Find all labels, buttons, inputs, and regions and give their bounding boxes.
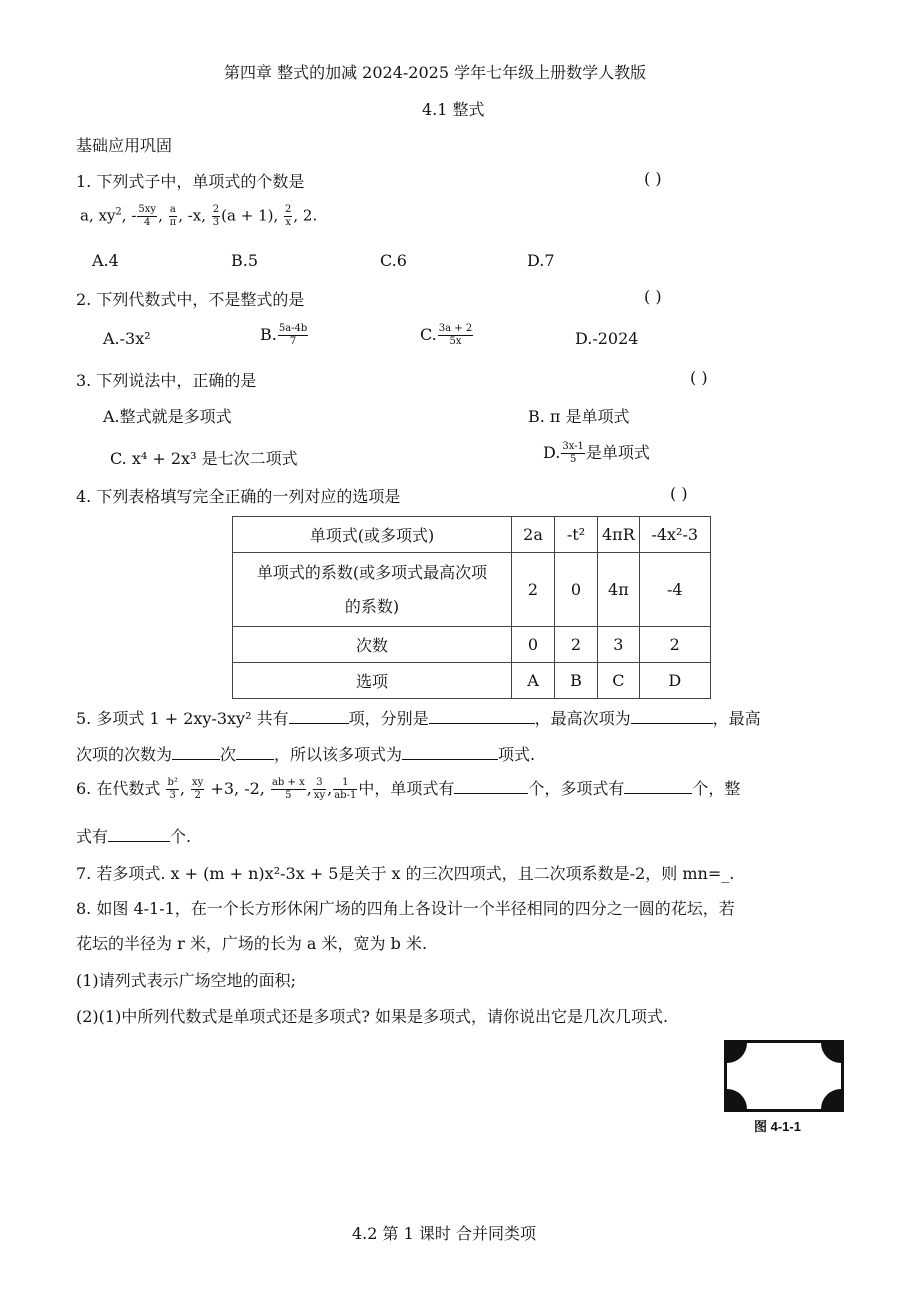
- q8-line1: 8. 如图 4-1-1，在一个长方形休闲广场的四角上各设计一个半径相同的四分之一圆的花坛，若: [76, 899, 735, 918]
- table-cell: -4: [639, 553, 710, 627]
- q5-line2: 次项的次数为 次 ，所以该多项式为 项式.: [76, 745, 536, 764]
- table-row: [233, 517, 711, 553]
- q3-option-c: C. x⁴ + 2x³ 是七次二项式: [110, 449, 298, 468]
- quarter-circle-bed: [821, 1089, 841, 1109]
- doc-title: 第四章 整式的加减 2024-2025 学年七年级上册数学人教版: [224, 63, 647, 82]
- table-cell: -4x²-3: [639, 517, 710, 553]
- table-cell: 单项式(或多项式): [233, 517, 512, 553]
- table-cell: 2a: [512, 517, 555, 553]
- q2-option-a: A.-3x²: [103, 329, 151, 348]
- q3-option-d: D. $\frac{3x-1}{5}$ 是单项式: [543, 441, 650, 465]
- q3-stem: 3. 下列说法中，正确的是: [76, 371, 257, 390]
- table-cell: 4πR: [598, 517, 640, 553]
- table-cell: 单项式的系数(或多项式最高次项 的系数): [233, 553, 512, 627]
- q3-option-a: A.整式就是多项式: [103, 407, 232, 426]
- table-cell: 选项: [233, 663, 512, 699]
- footer-section-title: 4.2 第 1 课时 合并同类项: [352, 1224, 536, 1243]
- table-row: [233, 553, 711, 627]
- q6-line2: 式有 个.: [76, 827, 192, 846]
- q1-option-b: B.5: [231, 251, 259, 270]
- table-cell: 2: [555, 627, 598, 663]
- table-cell: -t²: [555, 517, 598, 553]
- table-cell: D: [639, 663, 710, 699]
- q5-line1: 5. 多项式 1 + 2xy-3xy² 共有 项，分别是 ，最高次项为 ，最高: [76, 709, 761, 728]
- table-cell: 2: [639, 627, 710, 663]
- q6-line1: 6. 在代数式 $\frac{\text{b²}}{3}$ , $\frac{xy}{2}$ +3, -2, $\frac{ab + x}{5}$ , $\frac{3}{xy}$ , $\frac{1}{ab-1}$ 中，单项式有 个，多项式有 个，整: [76, 777, 741, 801]
- table-cell: 次数: [233, 627, 512, 663]
- q2-option-b: B. $\frac{5a-4b}{7}$: [260, 323, 308, 347]
- square-plaza-figure: [724, 1040, 844, 1112]
- table-cell: C: [598, 663, 640, 699]
- q2-option-d: D.-2024: [575, 329, 639, 348]
- quarter-circle-bed: [727, 1043, 747, 1063]
- quarter-circle-bed: [727, 1089, 747, 1109]
- table-cell: B: [555, 663, 598, 699]
- section-title: 4.1 整式: [422, 100, 485, 119]
- q4-table: [232, 516, 711, 699]
- quarter-circle-bed: [821, 1043, 841, 1063]
- section-heading: 基础应用巩固: [76, 136, 173, 155]
- q2-paren: ( ): [644, 287, 662, 306]
- q8-line2: 花坛的半径为 r 米，广场的长为 a 米，宽为 b 米.: [76, 934, 428, 953]
- table-cell: 2: [512, 553, 555, 627]
- q2-option-c: C. $\frac{3a + 2}{5x}$: [420, 323, 473, 347]
- q1-paren: ( ): [644, 169, 662, 188]
- table-cell: A: [512, 663, 555, 699]
- q7-text: 7. 若多项式. x + (m + n)x²-3x + 5是关于 x 的三次四项式，且二次项系数是-2，则 mn=_.: [76, 864, 735, 883]
- q3-option-b: B. π 是单项式: [528, 407, 630, 426]
- q1-option-c: C.6: [380, 251, 407, 270]
- q3-paren: ( ): [690, 368, 708, 387]
- table-cell: 3: [598, 627, 640, 663]
- q1-expressions: a, $xy^2$, - $\frac{5xy}{4}$ , $\frac{a}{\pi}$ , -x, $\frac{2}{3}$ (a + 1), $\frac{2}{x}$ , 2.: [80, 204, 318, 228]
- q4-paren: ( ): [670, 484, 688, 503]
- figure-caption: 图 4-1-1: [754, 1119, 801, 1134]
- q2-stem: 2. 下列代数式中，不是整式的是: [76, 290, 305, 309]
- table-cell: 4π: [598, 553, 640, 627]
- q8-line4: (2)(1)中所列代数式是单项式还是多项式? 如果是多项式，请你说出它是几次几项式.: [76, 1007, 669, 1026]
- table-row: [233, 663, 711, 699]
- table-row: [233, 627, 711, 663]
- q1-option-a: A.4: [92, 251, 119, 270]
- table-cell: 0: [512, 627, 555, 663]
- q1-stem: 1. 下列式子中，单项式的个数是: [76, 172, 305, 191]
- table-cell: 0: [555, 553, 598, 627]
- q1-option-d: D.7: [527, 251, 555, 270]
- q4-stem: 4. 下列表格填写完全正确的一列对应的选项是: [76, 487, 401, 506]
- q8-line3: (1)请列式表示广场空地的面积;: [76, 971, 297, 990]
